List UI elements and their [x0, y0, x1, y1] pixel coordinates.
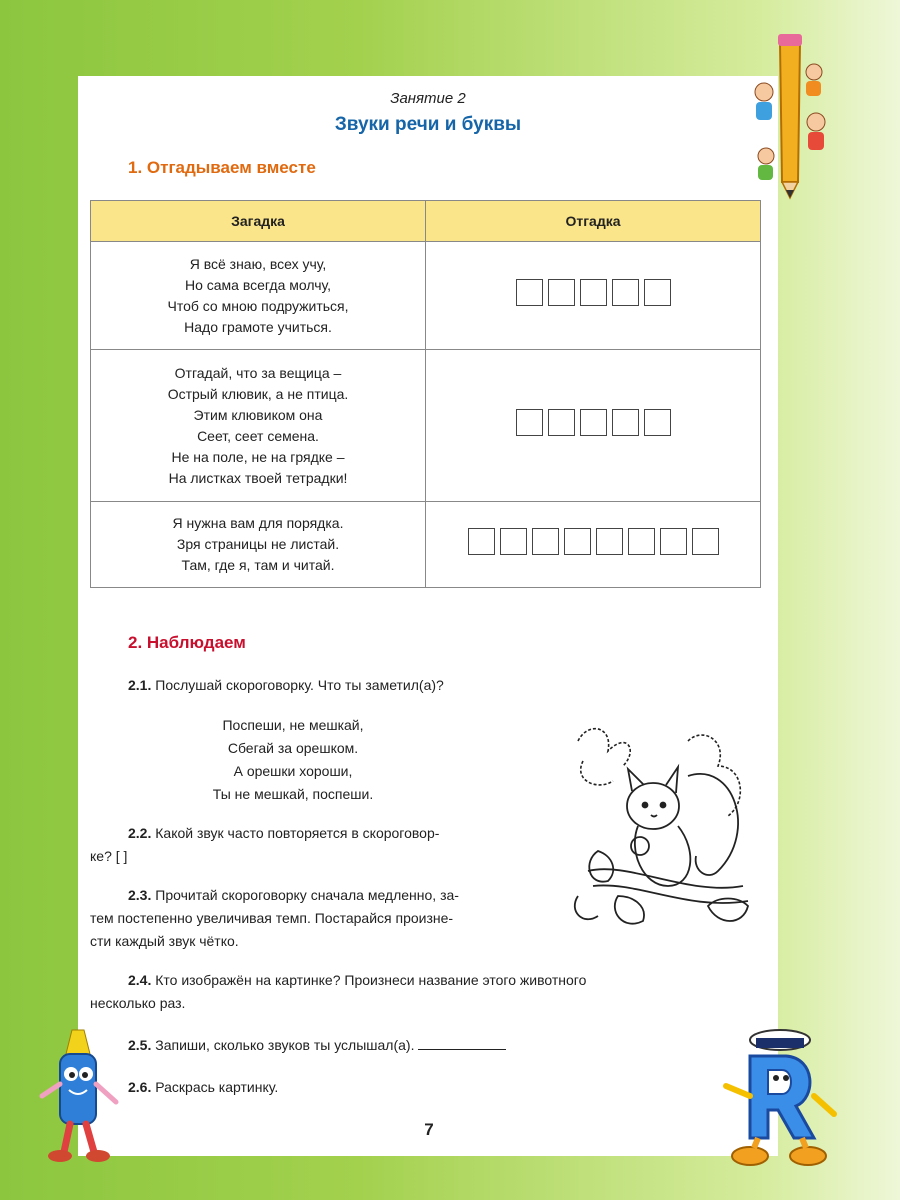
section1-heading: 1. Отгадываем вместе	[128, 158, 316, 177]
table-row	[91, 502, 761, 588]
task-number: 2.5.	[128, 1037, 152, 1053]
riddle-line: Сеет, сеет семена.	[197, 427, 319, 444]
task-text: Какой звук часто повторяется в скороговор-	[155, 825, 440, 841]
letter-box[interactable]	[516, 409, 543, 436]
letter-box[interactable]	[628, 528, 655, 555]
riddle-line: Этим клювиком она	[193, 406, 323, 423]
workbook-page	[78, 76, 778, 1156]
answer-letter-boxes	[516, 279, 671, 306]
letter-box[interactable]	[580, 279, 607, 306]
poem-line: А орешки хороши,	[233, 763, 353, 779]
crayon-mascot-illustration	[34, 1024, 126, 1166]
letter-box[interactable]	[612, 409, 639, 436]
task-2-5	[128, 1034, 506, 1057]
riddle-line: Отгадай, что за вещица –	[174, 364, 342, 381]
riddle-line: Острый клювик, а не птица.	[167, 385, 349, 402]
letter-box[interactable]	[692, 528, 719, 555]
table-row	[91, 350, 761, 502]
letter-box[interactable]	[500, 528, 527, 555]
poem-line: Поспеши, не мешкай,	[222, 717, 364, 733]
task-text: Кто изображён на картинке? Произнеси название этого животного	[155, 972, 587, 988]
riddle-line: Не на поле, не на грядке –	[171, 448, 345, 465]
answer-letter-boxes	[468, 528, 719, 555]
task-text: ке? [ ]	[90, 848, 128, 864]
pencil-kids-illustration	[742, 32, 838, 200]
letter-box[interactable]	[532, 528, 559, 555]
letter-box[interactable]	[516, 279, 543, 306]
task-text: Послушай скороговорку. Что ты заметил(а)?	[155, 677, 444, 693]
task-text: тем постепенно увеличивая темп. Постарайся произне-	[90, 910, 454, 926]
riddle-table	[90, 200, 761, 588]
letter-box[interactable]	[612, 279, 639, 306]
task-number: 2.1.	[128, 677, 152, 693]
column-header-answer: Отгадка	[426, 201, 761, 242]
task-text: несколько раз.	[90, 995, 186, 1011]
lesson-label: Занятие 2	[390, 90, 466, 107]
answer-letter-boxes	[516, 409, 671, 436]
task-2-2	[90, 822, 550, 868]
task-text: сти каждый звук чётко.	[90, 933, 239, 949]
task-number: 2.4.	[128, 972, 152, 988]
answer-cell	[426, 350, 761, 502]
task-2-6	[128, 1076, 278, 1099]
riddle-line: Я всё знаю, всех учу,	[189, 255, 327, 272]
riddle-line: Чтоб со мною подружиться,	[167, 297, 349, 314]
task-text: Раскрась картинку.	[155, 1079, 279, 1095]
table-row	[91, 242, 761, 350]
letter-box[interactable]	[596, 528, 623, 555]
task-2-1	[128, 674, 444, 697]
riddle-cell	[91, 242, 426, 350]
task-2-4	[90, 969, 770, 1015]
riddle-cell	[91, 502, 426, 588]
letter-box[interactable]	[644, 409, 671, 436]
letter-box[interactable]	[660, 528, 687, 555]
letter-box[interactable]	[580, 409, 607, 436]
section2-heading: 2. Наблюдаем	[128, 633, 246, 652]
tongue-twister	[178, 714, 408, 806]
letter-box[interactable]	[644, 279, 671, 306]
task-2-3	[90, 884, 550, 953]
letter-box[interactable]	[564, 528, 591, 555]
letter-box[interactable]	[548, 409, 575, 436]
task-number: 2.3.	[128, 887, 152, 903]
lesson-title: Звуки речи и буквы	[334, 114, 522, 135]
answer-cell	[426, 502, 761, 588]
task-number: 2.2.	[128, 825, 152, 841]
letter-mascot-illustration	[716, 1026, 844, 1176]
riddle-line: На листках твоей тетрадки!	[168, 469, 348, 486]
task-text: Запиши, сколько звуков ты услышал(а).	[155, 1037, 415, 1053]
riddle-line: Надо грамоте учиться.	[184, 318, 332, 335]
riddle-line: Я нужна вам для порядка.	[172, 515, 344, 531]
letter-box[interactable]	[468, 528, 495, 555]
answer-cell	[426, 242, 761, 350]
task-number: 2.6.	[128, 1079, 152, 1095]
poem-line: Ты не мешкай, поспеши.	[212, 786, 374, 802]
riddle-line: Зря страницы не листай.	[176, 536, 340, 552]
riddle-line: Но сама всегда молчу,	[184, 276, 331, 293]
poem-line: Сбегай за орешком.	[227, 740, 359, 756]
answer-blank-line[interactable]	[418, 1035, 506, 1050]
page-number: 7	[392, 1108, 466, 1152]
squirrel-illustration	[568, 721, 758, 941]
riddle-cell	[91, 350, 426, 502]
riddle-line: Там, где я, там и читай.	[181, 557, 335, 573]
task-text: Прочитай скороговорку сначала медленно, за-	[155, 887, 459, 903]
letter-box[interactable]	[548, 279, 575, 306]
column-header-riddle: Загадка	[91, 201, 426, 242]
